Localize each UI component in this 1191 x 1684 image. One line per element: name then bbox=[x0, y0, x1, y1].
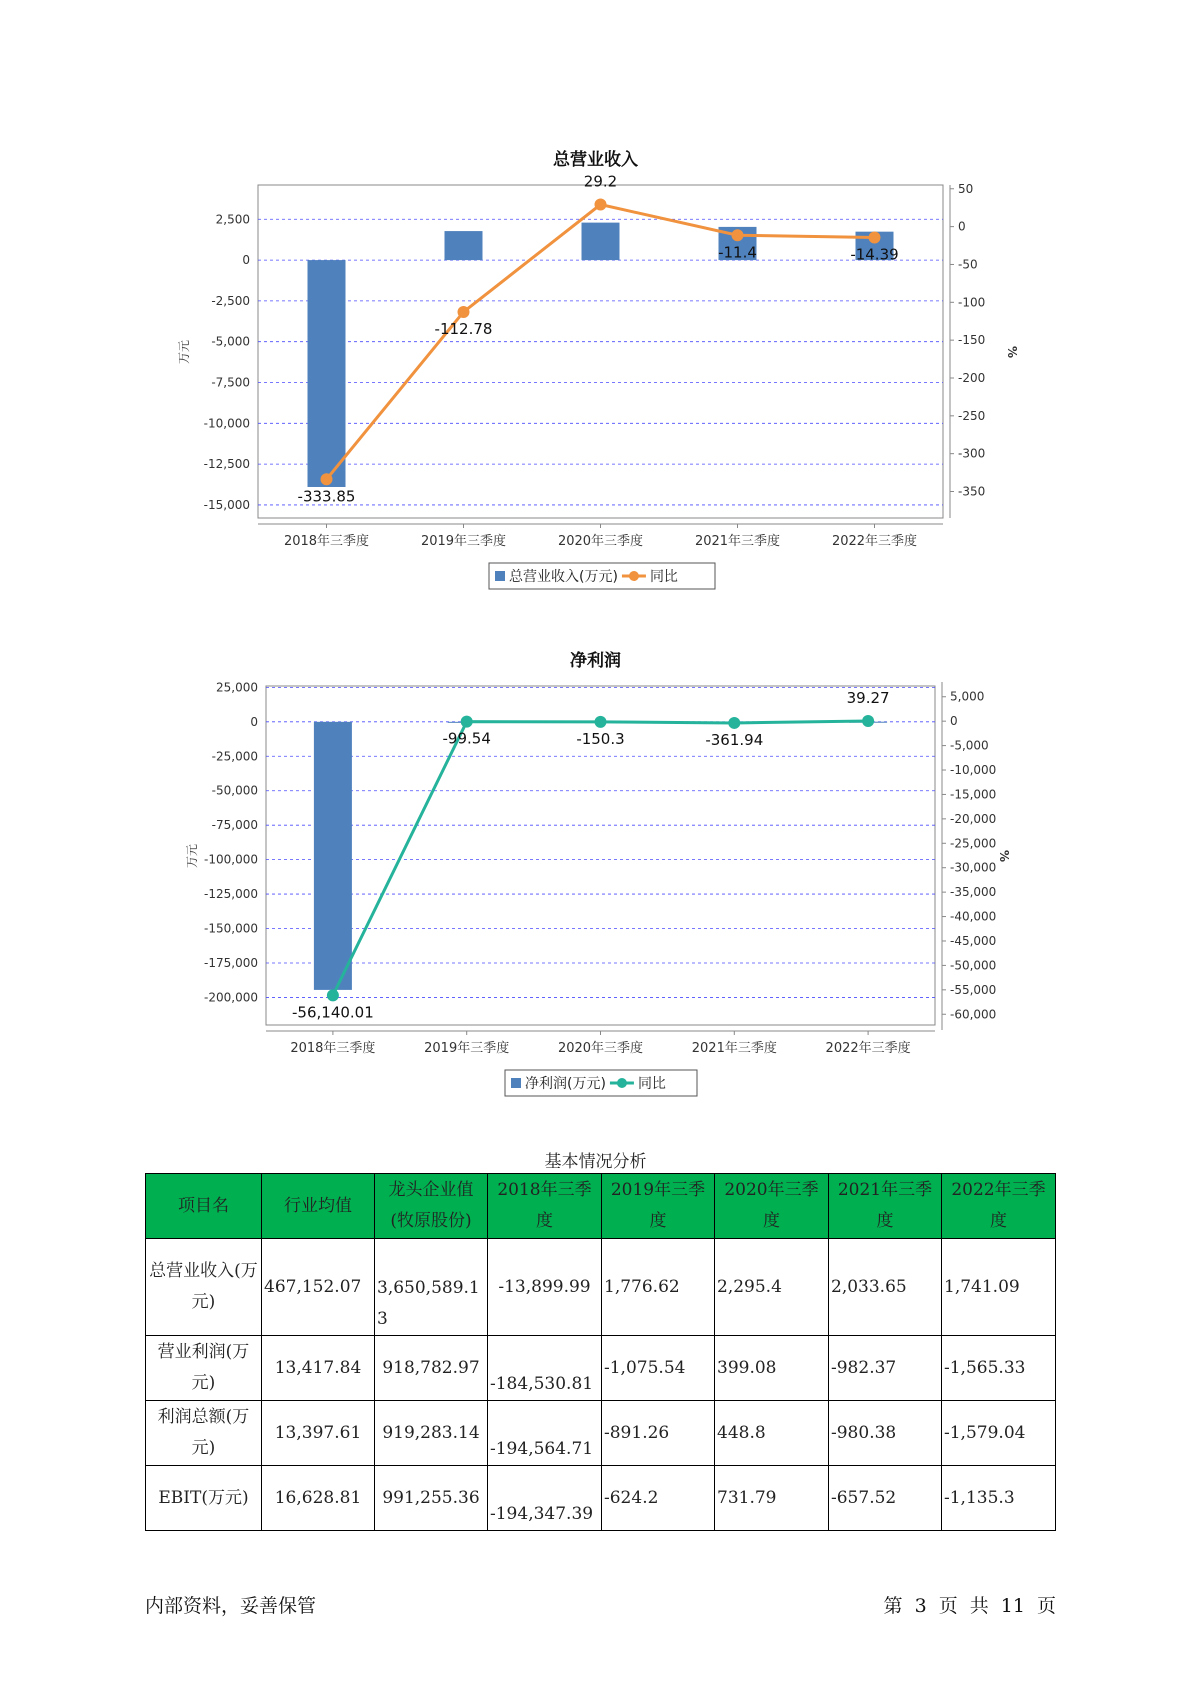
line-point bbox=[327, 989, 339, 1001]
net-profit-chart bbox=[0, 600, 1191, 1100]
table-cell: -891.26 bbox=[602, 1401, 715, 1466]
table-cell: 3,650,589.13 bbox=[375, 1239, 488, 1336]
table-header-cell: 2020年三季度 bbox=[715, 1174, 829, 1239]
y-right-tick-label: -25,000 bbox=[950, 836, 997, 851]
y-right-tick-label: -40,000 bbox=[950, 909, 997, 924]
data-label: 29.2 bbox=[583, 172, 618, 191]
table-cell: 399.08 bbox=[715, 1336, 829, 1401]
y-tick-label: -125,000 bbox=[204, 887, 258, 902]
table-cell: EBIT(万元) bbox=[146, 1466, 262, 1531]
y-tick-label: -12,500 bbox=[203, 457, 250, 472]
table-cell: 991,255.36 bbox=[375, 1466, 488, 1531]
table-row bbox=[146, 1239, 1056, 1336]
table-row bbox=[146, 1401, 1056, 1466]
y-tick-label: -2,500 bbox=[211, 293, 250, 308]
legend-bar-label: 净利润(万元) bbox=[525, 1076, 606, 1092]
revenue-chart-title: 总营业收入 bbox=[553, 150, 638, 170]
table-cell: 918,782.97 bbox=[375, 1336, 488, 1401]
table-cell: 利润总额(万元) bbox=[146, 1401, 262, 1466]
legend-bar-label: 总营业收入(万元) bbox=[509, 569, 618, 585]
x-tick-label: 2020年三季度 bbox=[557, 534, 644, 549]
table-cell: -13,899.99 bbox=[488, 1239, 602, 1336]
y-tick-label: -75,000 bbox=[211, 818, 258, 833]
y-right-tick-label: -100 bbox=[958, 295, 986, 310]
y-tick-label: -15,000 bbox=[203, 497, 250, 512]
line-point bbox=[595, 716, 607, 728]
data-label: -99.54 bbox=[442, 729, 491, 748]
y-right-tick-label: 5,000 bbox=[950, 689, 985, 704]
y-tick-label: 25,000 bbox=[216, 680, 258, 695]
revenue-chart bbox=[0, 0, 1191, 600]
y-right-tick-label: -350 bbox=[958, 484, 986, 499]
table-caption: 基本情况分析 bbox=[544, 1152, 647, 1172]
table-cell: 1,741.09 bbox=[942, 1239, 1056, 1336]
x-tick-label: 2018年三季度 bbox=[290, 1041, 376, 1056]
line-point bbox=[458, 306, 470, 318]
y-right-tick-label: -150 bbox=[958, 333, 986, 348]
table-cell: 2,295.4 bbox=[715, 1239, 829, 1336]
y-tick-label: -175,000 bbox=[204, 955, 258, 970]
legend-bar-swatch bbox=[495, 571, 505, 581]
data-label: -112.78 bbox=[434, 319, 493, 338]
y-right-tick-label: -300 bbox=[958, 446, 986, 461]
table-cell: 919,283.14 bbox=[375, 1401, 488, 1466]
y-tick-label: 2,500 bbox=[215, 212, 250, 227]
data-label: -14.39 bbox=[850, 245, 899, 264]
y-tick-label: -150,000 bbox=[204, 921, 258, 936]
table-header-cell: 行业均值 bbox=[262, 1174, 375, 1239]
table-header-row bbox=[146, 1174, 1056, 1239]
y-tick-label: -50,000 bbox=[211, 783, 258, 798]
x-tick-label: 2021年三季度 bbox=[694, 534, 781, 549]
y-right-tick-label: -10,000 bbox=[950, 763, 997, 778]
bar bbox=[445, 231, 483, 260]
line-point bbox=[321, 473, 333, 485]
line-point bbox=[862, 715, 874, 727]
y-right-tick-label: 0 bbox=[950, 714, 958, 729]
line-point bbox=[728, 717, 740, 729]
y-axis-title: 万元 bbox=[177, 339, 191, 365]
y-right-tick-label: -250 bbox=[958, 408, 986, 423]
table-cell: -624.2 bbox=[602, 1466, 715, 1531]
table-header-cell: 2022年三季度 bbox=[942, 1174, 1056, 1239]
basic-analysis-table bbox=[145, 1173, 1056, 1531]
bar bbox=[308, 260, 346, 487]
y-tick-label: -10,000 bbox=[203, 416, 250, 431]
table-header-cell: 2021年三季度 bbox=[829, 1174, 942, 1239]
table-cell: 16,628.81 bbox=[262, 1466, 375, 1531]
table-header-cell: 龙头企业值(牧原股份) bbox=[375, 1174, 488, 1239]
table-cell: -657.52 bbox=[829, 1466, 942, 1531]
y-right-tick-label: -35,000 bbox=[950, 885, 997, 900]
table-header-cell: 2019年三季度 bbox=[602, 1174, 715, 1239]
y-right-tick-label: -55,000 bbox=[950, 982, 997, 997]
table-cell: -1,135.3 bbox=[942, 1466, 1056, 1531]
table-cell: 731.79 bbox=[715, 1466, 829, 1531]
y-tick-label: -7,500 bbox=[211, 375, 250, 390]
x-tick-label: 2021年三季度 bbox=[691, 1041, 777, 1056]
x-tick-label: 2020年三季度 bbox=[557, 1041, 644, 1056]
y-right-tick-label: -5,000 bbox=[950, 738, 989, 753]
data-label: 39.27 bbox=[846, 688, 890, 707]
y-right-tick-label: -200 bbox=[958, 370, 986, 385]
y-right-tick-label: 0 bbox=[958, 219, 966, 234]
table-row bbox=[146, 1466, 1056, 1531]
data-label: -333.85 bbox=[297, 487, 356, 506]
line-point bbox=[869, 232, 881, 244]
table-header-cell: 项目名 bbox=[146, 1174, 262, 1239]
y-tick-label: -5,000 bbox=[211, 334, 250, 349]
table-row bbox=[146, 1336, 1056, 1401]
bar bbox=[314, 722, 352, 990]
y-right-tick-label: -45,000 bbox=[950, 933, 997, 948]
legend-bar-swatch bbox=[511, 1078, 521, 1088]
legend-line-label: 同比 bbox=[637, 1076, 666, 1092]
legend-line-marker bbox=[629, 571, 639, 581]
x-tick-label: 2022年三季度 bbox=[831, 534, 918, 549]
bar bbox=[582, 223, 620, 260]
table-cell: 1,776.62 bbox=[602, 1239, 715, 1336]
data-label: -361.94 bbox=[705, 730, 764, 749]
x-tick-label: 2022年三季度 bbox=[825, 1041, 911, 1056]
y-right-tick-label: -50,000 bbox=[950, 958, 997, 973]
y-tick-label: -200,000 bbox=[204, 990, 258, 1005]
y-right-tick-label: -60,000 bbox=[950, 1007, 997, 1022]
table-cell: -184,530.81 bbox=[488, 1336, 602, 1401]
x-tick-label: 2019年三季度 bbox=[424, 1041, 510, 1056]
line-point bbox=[595, 199, 607, 211]
legend-line-label: 同比 bbox=[649, 569, 678, 585]
table-cell: -980.38 bbox=[829, 1401, 942, 1466]
y-axis-title: 万元 bbox=[185, 843, 199, 869]
table-cell: 448.8 bbox=[715, 1401, 829, 1466]
y-right-tick-label: -20,000 bbox=[950, 811, 997, 826]
y-tick-label: 0 bbox=[242, 253, 250, 268]
x-tick-label: 2018年三季度 bbox=[283, 534, 370, 549]
y-right-axis-title: % bbox=[997, 849, 1011, 863]
table-cell: 营业利润(万元) bbox=[146, 1336, 262, 1401]
table-cell: -1,565.33 bbox=[942, 1336, 1056, 1401]
y-right-tick-label: -15,000 bbox=[950, 787, 997, 802]
y-right-tick-label: -30,000 bbox=[950, 860, 997, 875]
table-cell: 总营业收入(万元) bbox=[146, 1239, 262, 1336]
y-tick-label: -25,000 bbox=[211, 749, 258, 764]
y-right-tick-label: -50 bbox=[958, 257, 978, 272]
x-tick-label: 2019年三季度 bbox=[420, 534, 507, 549]
data-label: -11.4 bbox=[718, 243, 757, 262]
data-label: -56,140.01 bbox=[292, 1003, 374, 1022]
net-profit-chart-title: 净利润 bbox=[570, 651, 621, 671]
table-cell: -982.37 bbox=[829, 1336, 942, 1401]
table-cell: 2,033.65 bbox=[829, 1239, 942, 1336]
table-cell: 13,417.84 bbox=[262, 1336, 375, 1401]
line-point bbox=[732, 229, 744, 241]
table-cell: -1,075.54 bbox=[602, 1336, 715, 1401]
table-header-cell: 2018年三季度 bbox=[488, 1174, 602, 1239]
table-cell: 467,152.07 bbox=[262, 1239, 375, 1336]
y-tick-label: -100,000 bbox=[204, 852, 258, 867]
table-cell: 13,397.61 bbox=[262, 1401, 375, 1466]
y-tick-label: 0 bbox=[250, 714, 258, 729]
y-right-tick-label: 50 bbox=[958, 181, 974, 196]
table-cell: -1,579.04 bbox=[942, 1401, 1056, 1466]
legend-line-marker bbox=[617, 1078, 627, 1088]
line-point bbox=[461, 716, 473, 728]
table-cell: -194,347.39 bbox=[488, 1466, 602, 1531]
table-cell: -194,564.71 bbox=[488, 1401, 602, 1466]
data-label: -150.3 bbox=[576, 729, 625, 748]
y-right-axis-title: % bbox=[1005, 345, 1019, 359]
footer-confidential-note: 内部资料，妥善保管 bbox=[145, 1595, 317, 1617]
footer-page-number: 第 3 页 共 11 页 bbox=[883, 1595, 1056, 1617]
